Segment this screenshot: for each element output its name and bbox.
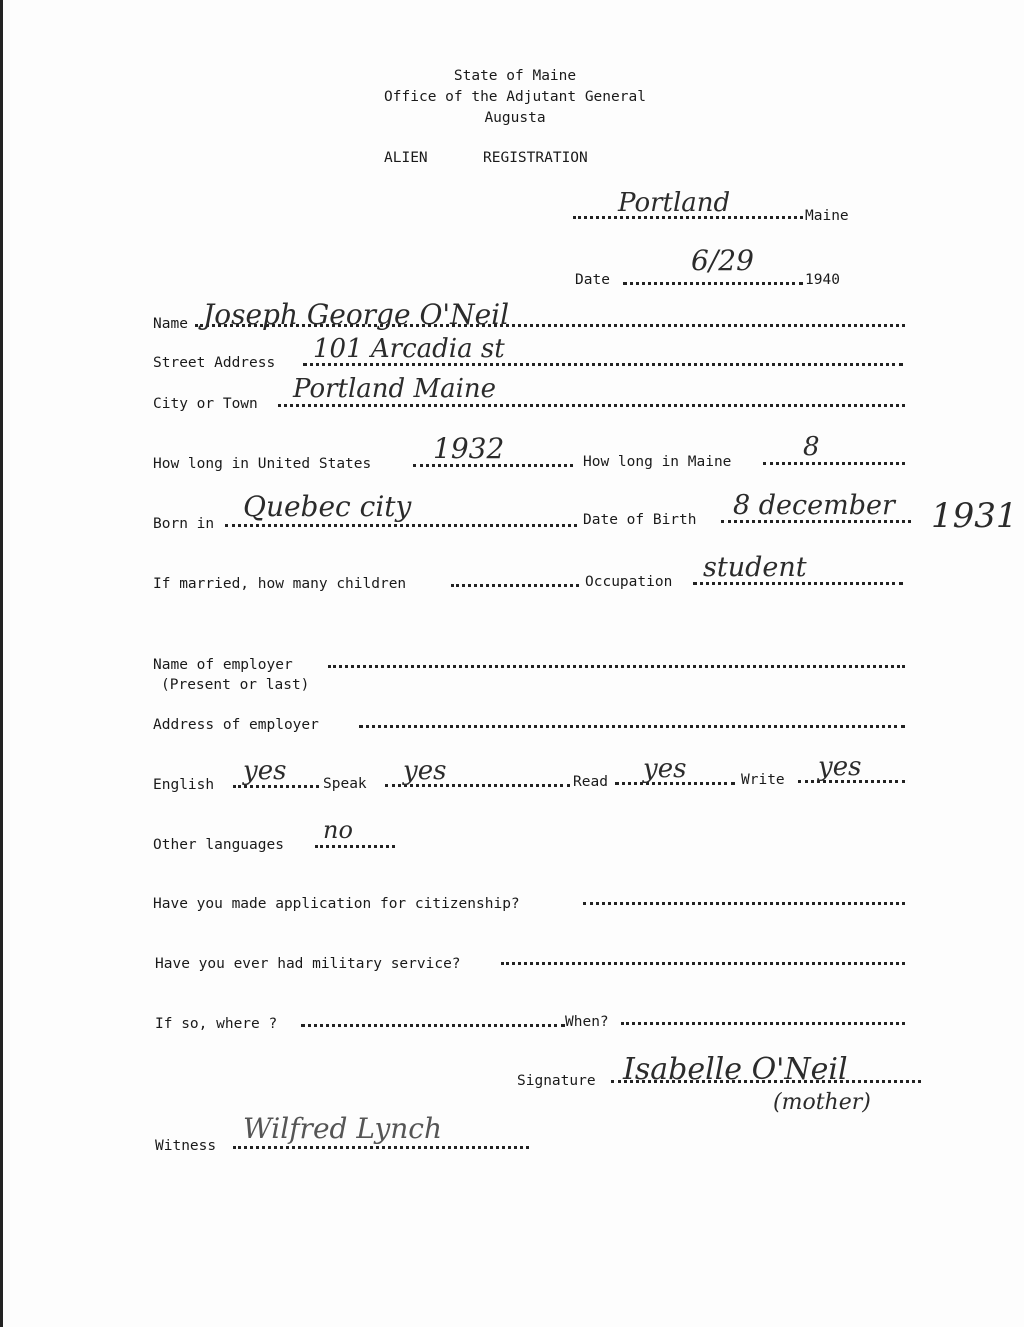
speak-value: yes [403,756,447,786]
speak-label: Speak [323,776,367,792]
other-languages-label: Other languages [153,837,284,853]
children-label: If married, how many children [153,576,407,592]
born-in-label: Born in [153,516,215,532]
header-office: Office of the Adjutant General [384,89,646,105]
employer-sublabel: (Present or last) [161,677,310,693]
english-label: English [153,777,215,793]
when-dots [621,1020,905,1025]
date-value: 6/29 [691,244,754,277]
form-title-alien: ALIEN [384,150,428,166]
name-label: Name [153,316,188,332]
us-long-value: 1932 [433,432,505,465]
children-dots [451,582,579,587]
occupation-value: student [703,552,807,583]
employer-address-label: Address of employer [153,717,319,733]
dob-value: 8 december [733,490,895,521]
where-dots [301,1022,565,1027]
signature-note: (mother) [773,1090,871,1115]
date-label: Date [575,272,610,288]
military-dots [501,960,905,965]
maine-long-dots [763,460,905,465]
place-suffix: Maine [805,208,849,224]
place-value: Portland [618,188,731,218]
name-value: Joseph George O'Neil [203,298,510,331]
header-state: State of Maine [453,68,577,84]
date-year: 1940 [805,272,840,288]
write-label: Write [741,772,785,788]
dob-year: 1931 [931,496,1018,536]
citizenship-label: Have you made application for citizenship? [153,896,520,912]
witness-label: Witness [155,1138,217,1154]
dob-label: Date of Birth [583,512,697,528]
other-languages-value: no [323,816,353,844]
born-in-value: Quebec city [243,490,412,523]
signature-value: Isabelle O'Neil [623,1052,848,1087]
maine-long-value: 8 [803,432,820,462]
read-value: yes [643,754,687,784]
city-value: Portland Maine [293,374,497,404]
witness-value: Wilfred Lynch [243,1112,443,1145]
us-long-label: How long in United States [153,456,372,472]
street-label: Street Address [153,355,276,371]
write-value: yes [818,752,862,782]
english-value: yes [243,756,287,786]
military-label: Have you ever had military service? [155,956,461,972]
maine-long-label: How long in Maine [583,454,732,470]
when-label: When? [565,1014,609,1030]
citizenship-dots [583,900,905,905]
employer-address-dots [359,723,905,728]
city-label: City or Town [153,396,258,412]
employer-dots [328,663,905,668]
read-label: Read [573,774,608,790]
date-dots [623,280,803,285]
header-city: Augusta [484,110,546,126]
employer-label: Name of employer [153,657,293,673]
form-title-registration: REGISTRATION [483,150,588,166]
where-label: If so, where ? [155,1016,278,1032]
street-value: 101 Arcadia st [313,334,505,364]
occupation-label: Occupation [585,574,673,590]
signature-label: Signature [517,1073,596,1089]
